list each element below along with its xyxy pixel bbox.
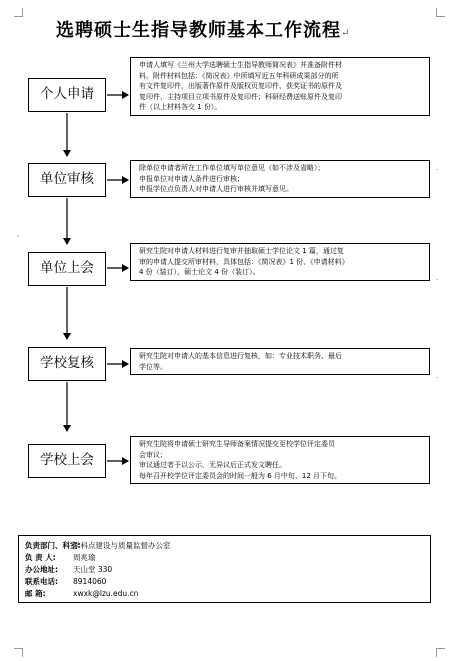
contact-value: 天山堂 330 (73, 564, 113, 574)
description-line: 每年召开校学位评定委员会的时间一般为 6 月中旬、12 月下旬。 (139, 471, 342, 480)
paragraph-mark: ↵ (341, 28, 350, 39)
stage-box-school-recheck: 学校复核 (28, 347, 106, 381)
step-description-box (130, 160, 430, 198)
description-line: 学位等。 (139, 362, 167, 371)
stray-mark: , (17, 230, 20, 238)
contact-row-department (25, 539, 424, 551)
contact-row-email (25, 587, 424, 599)
step-description-box (130, 57, 430, 116)
description-line: 申报单位对申请人条件进行审核； (139, 174, 244, 183)
contact-info-box (18, 535, 431, 603)
description-line: 申请人填写《兰州大学选聘硕士生指导教师简况表》并准备附件材 (139, 61, 342, 69)
description-line: 审议通过者予以公示，无异议后正式发文聘任。 (139, 461, 286, 469)
contact-label: 邮 箱: (25, 588, 46, 598)
description-line: 申报学位点负责人对申请人进行审核并填写意见。 (139, 185, 293, 193)
contact-value: 周兆瑜 (73, 552, 96, 562)
description-line: 研究生院将申请硕士研究生导师备案情况提交至校学位评定委员 (139, 440, 335, 448)
contact-label: 负 责 人: (25, 552, 56, 562)
description-line: 复印件，主持项目立项书原件及复印件；科研经费送账原件及复印 (139, 92, 342, 101)
contact-row-phone (25, 575, 424, 587)
contact-value: 8914060 (73, 576, 107, 586)
step-description-box (130, 436, 430, 484)
contact-row-address (25, 563, 424, 575)
description-line: 会审议； (139, 450, 167, 459)
description-line: 4 份（装订），硕士论文 4 份（装订）。 (139, 268, 260, 276)
step-description-box (130, 243, 430, 281)
contact-value: 学科点建设与质量监督办公室 (73, 540, 171, 550)
stray-mark: . (436, 372, 439, 380)
stage-box-personal-application: 个人申请 (28, 78, 106, 112)
stray-mark: . (436, 164, 439, 172)
description-line: 件（以上材料各交 1 份）。 (139, 103, 222, 111)
description-line: 料。附件材料包括：《简况表》中所填写近五年科研成果部分的所 (139, 71, 339, 80)
contact-row-person (25, 551, 424, 563)
description-line: 除单位申请者所在工作单位填写单位意见（如不涉及省略）； (139, 164, 325, 172)
description-line: 有文件复印件，出版著作原件及版权页复印件、获奖证书的原件及 (139, 82, 342, 90)
contact-label: 负责部门、科室: (25, 540, 81, 550)
stray-mark: . (436, 274, 439, 282)
stage-box-unit-meeting: 单位上会 (28, 252, 106, 286)
description-line: 研究生院对申请人的基本信息进行复核，如：专业技术职务、最后 (139, 352, 342, 360)
stage-box-school-meeting: 学校上会 (28, 444, 106, 478)
description-line: 审的申请人提交所审材料，具体包括：《简况表》1 份、《申请材料》 (139, 257, 349, 266)
document-title-text: 选聘硕士生指导教师基本工作流程 (56, 20, 341, 41)
description-line: 研究生院对申请人材料进行复审并抽取硕士学位论文 1 篇，通过复 (139, 247, 344, 255)
step-description-box (130, 348, 430, 375)
contact-label: 联系电话: (25, 576, 58, 586)
contact-email-link[interactable]: xwxk@lzu.edu.cn (73, 588, 139, 598)
stage-box-unit-review: 单位审核 (28, 163, 106, 197)
contact-label: 办公地址: (25, 564, 58, 574)
